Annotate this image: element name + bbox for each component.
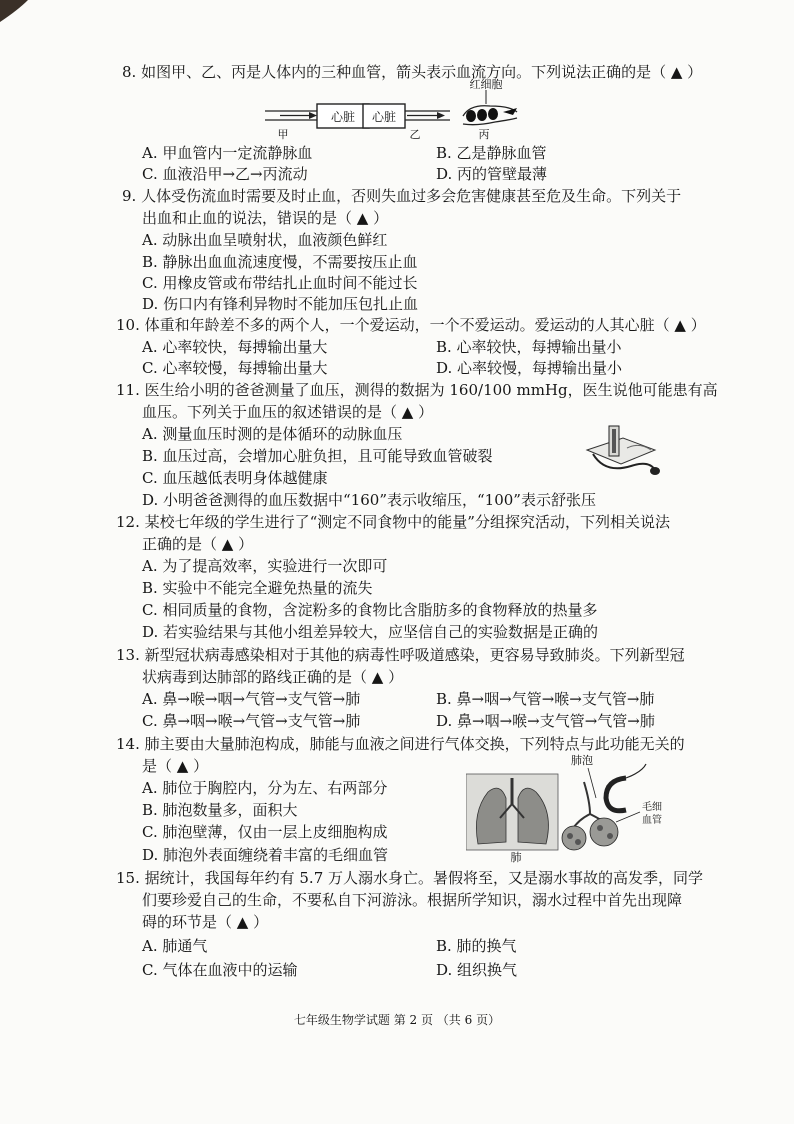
question-9-stem-line1: 9. 人体受伤流血时需要及时止血，否则失血过多会危害健康甚至危及生命。下列关于 [122, 187, 682, 205]
question-13-stem-line1: 13. 新型冠状病毒感染相对于其他的病毒性呼吸道感染，更容易导致肺炎。下列新型冠 [116, 646, 685, 664]
corner-smudge [0, 0, 36, 36]
q15-option-c[interactable]: C. 气体在血液中的运输 [142, 961, 298, 979]
q10-option-d[interactable]: D. 心率较慢，每搏输出量小 [436, 359, 623, 377]
q13-option-b[interactable]: B. 鼻→咽→气管→喉→支气管→肺 [436, 690, 655, 708]
question-12-stem-line1: 12. 某校七年级的学生进行了“测定不同食物中的能量”分组探究活动，下列相关说法 [116, 513, 670, 531]
question-15-stem-line1: 15. 据统计，我国每年约有 5.7 万人溺水身亡。暑假将至，又是溺水事故的高发季，同学 [116, 869, 704, 887]
q12-option-b[interactable]: B. 实验中不能完全避免热量的流失 [142, 579, 373, 597]
sphygmomanometer-illustration [583, 420, 663, 478]
q11-option-c[interactable]: C. 血压越低表明身体越健康 [142, 469, 328, 487]
q12-option-d[interactable]: D. 若实验结果与其他小组差异较大，应坚信自己的实验数据是正确的 [142, 623, 599, 641]
q14-option-a[interactable]: A. 肺位于胸腔内，分为左、右两部分 [142, 779, 388, 797]
vessel-bing-label: 丙 [478, 128, 490, 141]
lung-label: 肺 [510, 851, 522, 864]
question-13-stem-line2: 状病毒到达肺部的路线正确的是（ ▲ ） [142, 668, 404, 686]
page-footer: 七年级生物学试题 第 2 页 （共 6 页） [293, 1013, 501, 1027]
q13-option-d[interactable]: D. 鼻→咽→喉→支气管→气管→肺 [436, 712, 655, 730]
question-9-stem-line2: 出血和止血的说法，错误的是（ ▲ ） [142, 209, 389, 227]
capillary-label-1: 毛细 [642, 802, 662, 813]
q13-option-c[interactable]: C. 鼻→咽→喉→气管→支气管→肺 [142, 712, 361, 730]
q14-option-b[interactable]: B. 肺泡数量多，面积大 [142, 801, 298, 819]
q13-option-a[interactable]: A. 鼻→喉→咽→气管→支气管→肺 [142, 690, 361, 708]
q10-option-b[interactable]: B. 心率较快，每搏输出量小 [436, 338, 622, 356]
q9-option-c[interactable]: C. 用橡皮管或布带结扎止血时间不能过长 [142, 274, 418, 292]
question-8-stem: 8. 如图甲、乙、丙是人体内的三种血管，箭头表示血流方向。下列说法正确的是（ ▲ ） [122, 63, 703, 81]
q12-option-c[interactable]: C. 相同质量的食物，含淀粉多的食物比含脂肪多的食物释放的热量多 [142, 601, 598, 619]
q15-option-d[interactable]: D. 组织换气 [436, 961, 518, 979]
q12-option-a[interactable]: A. 为了提高效率，实验进行一次即可 [142, 557, 388, 575]
q10-option-c[interactable]: C. 心率较慢，每搏输出量大 [142, 359, 328, 377]
rbc-label: 红细胞 [469, 78, 503, 91]
q11-option-a[interactable]: A. 测量血压时测的是体循环的动脉血压 [142, 425, 403, 443]
q8-option-c[interactable]: C. 血液沿甲→乙→丙流动 [142, 165, 308, 183]
question-12-stem-line2: 正确的是（ ▲ ） [142, 535, 254, 553]
heart-label-2: 心脏 [371, 110, 397, 124]
question-11-stem-line2: 血压。下列关于血压的叙述错误的是（ ▲ ） [142, 403, 434, 421]
vessel-yi-label: 乙 [409, 128, 421, 141]
question-10-stem: 10. 体重和年龄差不多的两个人，一个爱运动，一个不爱运动。爱运动的人其心脏（ ▲ ） [116, 316, 706, 334]
q9-option-b[interactable]: B. 静脉出血血流速度慢，不需要按压止血 [142, 253, 418, 271]
alveolus-label: 肺泡 [571, 754, 593, 767]
lung-alveoli-figure [466, 752, 672, 864]
q11-option-d[interactable]: D. 小明爸爸测得的血压数据中“160”表示收缩压，“100”表示舒张压 [142, 491, 596, 509]
heart-label-1: 心脏 [330, 110, 356, 124]
question-15-stem-line2: 们要珍爱自己的生命，不要私自下河游泳。根据所学知识，溺水过程中首先出现障 [142, 891, 683, 909]
question-15-stem-line3: 碍的环节是（ ▲ ） [142, 913, 269, 931]
q14-option-c[interactable]: C. 肺泡壁薄，仅由一层上皮细胞构成 [142, 823, 388, 841]
q9-option-a[interactable]: A. 动脉出血呈喷射状，血液颜色鲜红 [142, 231, 388, 249]
question-11-stem-line1: 11. 医生给小明的爸爸测量了血压，测得的数据为 160/100 mmHg，医生说他可能患有高 [116, 381, 718, 399]
q9-option-d[interactable]: D. 伤口内有锋利异物时不能加压包扎止血 [142, 295, 419, 313]
question-14-stem-line1: 14. 肺主要由大量肺泡构成，肺能与血液之间进行气体交换，下列特点与此功能无关的 [116, 735, 685, 753]
q15-option-a[interactable]: A. 肺通气 [142, 937, 208, 955]
q14-option-d[interactable]: D. 肺泡外表面缠绕着丰富的毛细血管 [142, 846, 389, 864]
q11-option-b[interactable]: B. 血压过高，会增加心脏负担，且可能导致血管破裂 [142, 447, 493, 465]
question-14-stem-line2: 是（ ▲ ） [142, 757, 209, 775]
q8-option-a[interactable]: A. 甲血管内一定流静脉血 [142, 144, 313, 162]
blood-vessel-figure [255, 76, 525, 142]
q8-option-d[interactable]: D. 丙的管壁最薄 [436, 165, 548, 183]
capillary-label-2: 血管 [642, 815, 662, 826]
q15-option-b[interactable]: B. 肺的换气 [436, 937, 517, 955]
q8-option-b[interactable]: B. 乙是静脉血管 [436, 144, 547, 162]
vessel-jia-label: 甲 [277, 128, 289, 141]
q10-option-a[interactable]: A. 心率较快，每搏输出量大 [142, 338, 328, 356]
